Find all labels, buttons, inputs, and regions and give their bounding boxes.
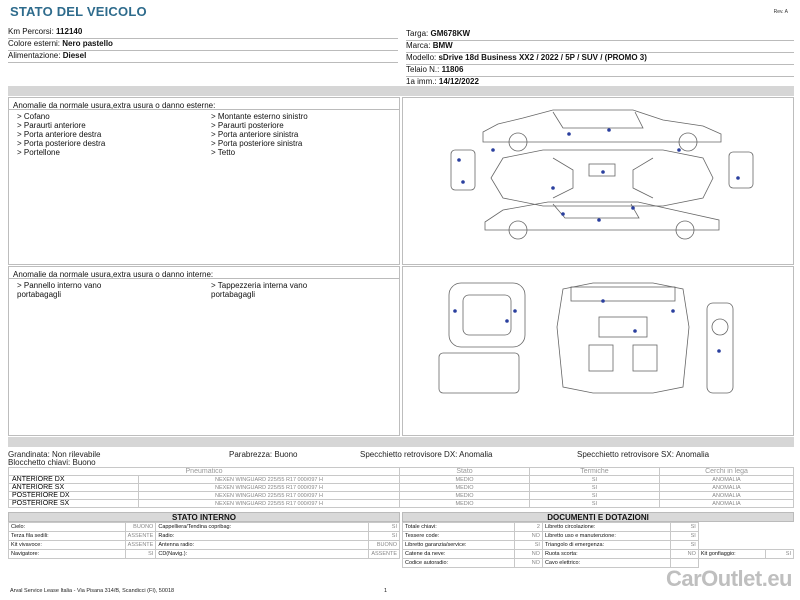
kv-value: SI xyxy=(670,541,698,550)
tyre-stato: MEDIO xyxy=(400,476,530,484)
kv-value: NO xyxy=(514,559,542,568)
tyre-row xyxy=(9,492,794,500)
damage-item: > Porta posteriore destra xyxy=(17,139,106,148)
stato-interno-section xyxy=(8,512,400,559)
damage-item: > Porta posteriore sinistra xyxy=(211,139,303,148)
damage-item: > Pannello interno vano xyxy=(17,281,102,290)
tyre-cerchi: ANOMALIA xyxy=(660,500,794,508)
targa-value: GM678KW xyxy=(430,29,471,38)
kv-label: Catene da neve: xyxy=(403,550,515,559)
kv-label: Codice autoradio: xyxy=(403,559,515,568)
kv-value: BUONO xyxy=(369,541,400,550)
telaio-label: Telaio N.: xyxy=(406,65,440,74)
alimentazione-label: Alimentazione: xyxy=(8,51,61,60)
km-label: Km Percorsi: xyxy=(8,27,54,36)
kv-label: Libretto garanzia/service: xyxy=(403,541,515,550)
tyres-header-stato: Stato xyxy=(400,468,530,476)
marca-value: BMW xyxy=(432,41,453,50)
tyre-model: NEXEN WINGUARD 225/55 R17 000/097 H xyxy=(139,492,400,500)
colore-row xyxy=(8,39,398,51)
kv-label: CD(Navig.): xyxy=(156,550,369,559)
tyre-model: NEXEN WINGUARD 225/55 R17 000/097 H xyxy=(139,484,400,492)
kv-value: NO xyxy=(514,532,542,541)
kv-label: Triangolo di emergenza: xyxy=(542,541,670,550)
documenti-title: DOCUMENTI E DOTAZIONI xyxy=(402,512,794,522)
car-exterior-diagram-icon xyxy=(403,98,793,264)
tyres-header-pneumatico: Pneumatico xyxy=(9,468,400,476)
tyres-table xyxy=(8,467,794,508)
alimentazione-row xyxy=(8,51,398,63)
kv-row xyxy=(403,541,794,550)
specchietto-sx-status: Specchietto retrovisore SX: Anomalia xyxy=(577,450,710,459)
footer-address: Arval Service Lease Italia - Via Pisana 314/B, Scandicci (FI), 50018 xyxy=(10,588,175,594)
section-divider xyxy=(8,437,794,447)
damage-item: > Tappezzeria interna vano xyxy=(211,281,308,290)
colore-value: Nero pastello xyxy=(62,39,113,48)
damage-item: > Cofano xyxy=(17,112,50,121)
tyre-position: ANTERIORE SX xyxy=(9,484,139,492)
external-car-diagram xyxy=(402,97,794,265)
kv-label: Kit vivavoce: xyxy=(9,541,126,550)
watermark-logo: CarOutlet.eu xyxy=(665,566,792,591)
kv-value: SI xyxy=(514,541,542,550)
kv-row xyxy=(403,550,794,559)
kv-value: SI xyxy=(766,550,794,559)
kv-value: ASSENTE xyxy=(125,532,156,541)
kv-label: Libretto circolazione: xyxy=(542,523,670,532)
grandinata-status: Grandinata: Non rilevabile xyxy=(8,450,101,459)
kv-row xyxy=(9,532,400,541)
kv-label: Terza fila sedili: xyxy=(9,532,126,541)
marca-row xyxy=(406,41,794,53)
kv-value: 2 xyxy=(514,523,542,532)
telaio-row xyxy=(406,65,794,77)
documenti-section xyxy=(402,512,794,568)
tyres-header-termiche: Termiche xyxy=(530,468,660,476)
tyre-termiche: SI xyxy=(530,492,660,500)
kv-row xyxy=(9,541,400,550)
stato-interno-table xyxy=(8,522,400,559)
tyre-row xyxy=(9,476,794,484)
kv-value: SI xyxy=(369,523,400,532)
immatricolazione-label: 1a imm.: xyxy=(406,77,437,86)
km-value: 112140 xyxy=(56,27,83,36)
tyre-model: NEXEN WINGUARD 225/55 R17 000/097 H xyxy=(139,500,400,508)
internal-car-diagram xyxy=(402,266,794,436)
targa-row xyxy=(406,29,794,41)
tyre-stato: MEDIO xyxy=(400,492,530,500)
modello-row xyxy=(406,53,794,65)
kv-label: Tessere code: xyxy=(403,532,515,541)
tyre-termiche: SI xyxy=(530,476,660,484)
internal-damage-list xyxy=(9,279,399,299)
tyre-cerchi: ANOMALIA xyxy=(660,484,794,492)
km-row xyxy=(8,27,398,39)
external-damage-panel xyxy=(8,97,400,265)
kv-value: BUONO xyxy=(125,523,156,532)
kv-label: Libretto uso e manutenzione: xyxy=(542,532,670,541)
tyre-termiche: SI xyxy=(530,500,660,508)
kv-row xyxy=(403,523,794,532)
damage-item: portabagagli xyxy=(17,290,62,299)
immatricolazione-value: 14/12/2022 xyxy=(438,77,479,86)
external-damage-heading: Anomalie da normale usura,extra usura o danno esterne: xyxy=(9,98,399,110)
car-interior-diagram-icon xyxy=(403,267,793,435)
telaio-value: 11806 xyxy=(441,65,464,74)
alimentazione-value: Diesel xyxy=(62,51,87,60)
kv-value: ASSENTE xyxy=(369,550,400,559)
tyre-row xyxy=(9,500,794,508)
tyre-position: ANTERIORE DX xyxy=(9,476,139,484)
tyre-position: POSTERIORE DX xyxy=(9,492,139,500)
kv-label: Cavo elettrico: xyxy=(542,559,670,568)
kv-label: Totale chiavi: xyxy=(403,523,515,532)
kv-label: Ruota scorta: xyxy=(542,550,670,559)
targa-label: Targa: xyxy=(406,29,429,38)
kv-value: NO xyxy=(514,550,542,559)
section-divider xyxy=(8,86,794,96)
kv-value: NO xyxy=(670,550,698,559)
damage-item: > Porta anteriore sinistra xyxy=(211,130,299,139)
kv-label: Radio: xyxy=(156,532,369,541)
tyre-cerchi: ANOMALIA xyxy=(660,492,794,500)
tyre-cerchi: ANOMALIA xyxy=(660,476,794,484)
tyre-stato: MEDIO xyxy=(400,500,530,508)
kv-row xyxy=(403,532,794,541)
external-damage-list xyxy=(9,110,399,157)
kv-value: ASSENTE xyxy=(125,541,156,550)
damage-item: > Montante esterno sinistro xyxy=(211,112,308,121)
blocchetto-status: Blocchetto chiavi: Buono xyxy=(8,458,96,467)
specchietto-dx-status: Specchietto retrovisore DX: Anomalia xyxy=(360,450,493,459)
kv-label: Cielo: xyxy=(9,523,126,532)
damage-item: > Portellone xyxy=(17,148,60,157)
damage-item: > Tetto xyxy=(211,148,236,157)
kv-value: SI xyxy=(670,523,698,532)
damage-item: portabagagli xyxy=(211,290,256,299)
tyres-header-cerchi: Cerchi in lega xyxy=(660,468,794,476)
revision-label: Rev. A xyxy=(773,9,788,15)
internal-damage-heading: Anomalie da normale usura,extra usura o danno interne: xyxy=(9,267,399,279)
damage-item: > Porta anteriore destra xyxy=(17,130,102,139)
kv-value: SI xyxy=(369,532,400,541)
tyre-row xyxy=(9,484,794,492)
kv-row xyxy=(9,523,400,532)
documenti-table xyxy=(402,522,794,568)
modello-value: sDrive 18d Business XX2 / 2022 / 5P / SUV / (PROMO 3) xyxy=(438,53,647,62)
kv-row xyxy=(9,550,400,559)
modello-label: Modello: xyxy=(406,53,437,62)
tyre-stato: MEDIO xyxy=(400,484,530,492)
parabrezza-status: Parabrezza: Buono xyxy=(229,450,298,459)
tyre-termiche: SI xyxy=(530,484,660,492)
tyre-model: NEXEN WINGUARD 225/55 R17 000/097 H xyxy=(139,476,400,484)
page-title: STATO DEL VEICOLO xyxy=(10,4,147,19)
page-number: 1 xyxy=(384,588,388,594)
colore-label: Colore esterni: xyxy=(8,39,61,48)
kv-label: Antenna radio: xyxy=(156,541,369,550)
internal-damage-panel xyxy=(8,266,400,436)
damage-item: > Paraurti anteriore xyxy=(17,121,86,130)
kv-label: Navigatore: xyxy=(9,550,126,559)
kv-value: SI xyxy=(125,550,156,559)
marca-label: Marca: xyxy=(406,41,431,50)
stato-interno-title: STATO INTERNO xyxy=(8,512,400,522)
tyre-position: POSTERIORE SX xyxy=(9,500,139,508)
kv-value: SI xyxy=(670,532,698,541)
kv-label: Kit gonfiaggio: xyxy=(698,550,765,559)
kv-label: Cappelliera/Tendina copribag: xyxy=(156,523,369,532)
damage-item: > Paraurti posteriore xyxy=(211,121,284,130)
